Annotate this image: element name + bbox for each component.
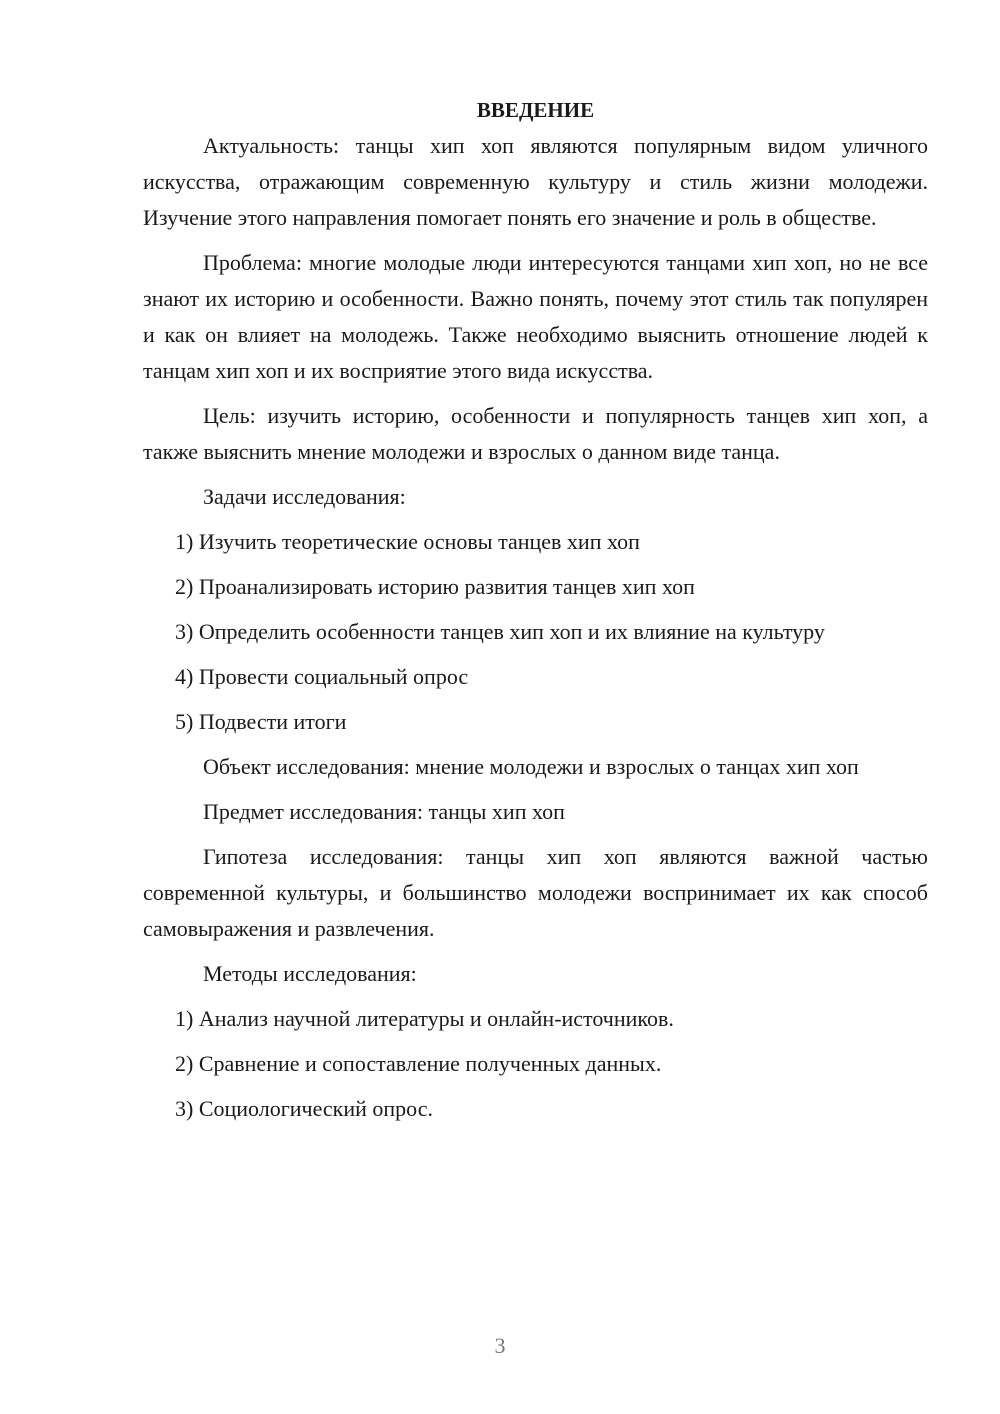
methods-heading: Методы исследования:	[203, 961, 417, 986]
task-item: 5) Подвести итоги	[175, 709, 347, 734]
document-page	[143, 92, 928, 1136]
task-item: 1) Изучить теоретические основы танцев хип хоп	[175, 529, 640, 554]
task-item: 4) Провести социальный опрос	[175, 664, 469, 689]
tasks-heading: Задачи исследования:	[203, 484, 406, 509]
task-item: 3) Определить особенности танцев хип хоп и их влияние на культуру	[175, 619, 825, 644]
goal-paragraph: Цель: изучить историю, особенности и популярность танцев хип хоп, а также выяснить мнение молодежи и взрослых о данном виде танца.	[143, 403, 928, 464]
task-item: 2) Проанализировать историю развития танцев хип хоп	[175, 574, 695, 599]
object-paragraph: Объект исследования: мнение молодежи и взрослых о танцах хип хоп	[203, 754, 859, 779]
method-item: 1) Анализ научной литературы и онлайн-источников.	[175, 1006, 674, 1031]
page-title: ВВЕДЕНИЕ	[476, 98, 595, 122]
problem-paragraph: Проблема: многие молодые люди интересуются танцами хип хоп, но не все знают их историю и особенности. Важно понять, почему этот стиль так популярен и как он влияет на молодежь. Также необходимо выяснить отношение людей к танцам хип хоп и их восприятие этого вида искусства.	[143, 250, 928, 383]
hypothesis-paragraph: Гипотеза исследования: танцы хип хоп являются важной частью современной культуры, и большинство молодежи воспринимает их как способ самовыражения и развлечения.	[143, 844, 928, 941]
method-item: 3) Социологический опрос.	[175, 1096, 433, 1121]
page-number: 3	[494, 1333, 506, 1358]
relevance-paragraph: Актуальность: танцы хип хоп являются популярным видом уличного искусства, отражающим современную культуру и стиль жизни молодежи. Изучение этого направления помогает понять его значение и роль в обществе.	[143, 133, 928, 230]
method-item: 2) Сравнение и сопоставление полученных данных.	[175, 1051, 662, 1076]
subject-paragraph: Предмет исследования: танцы хип хоп	[203, 799, 565, 824]
